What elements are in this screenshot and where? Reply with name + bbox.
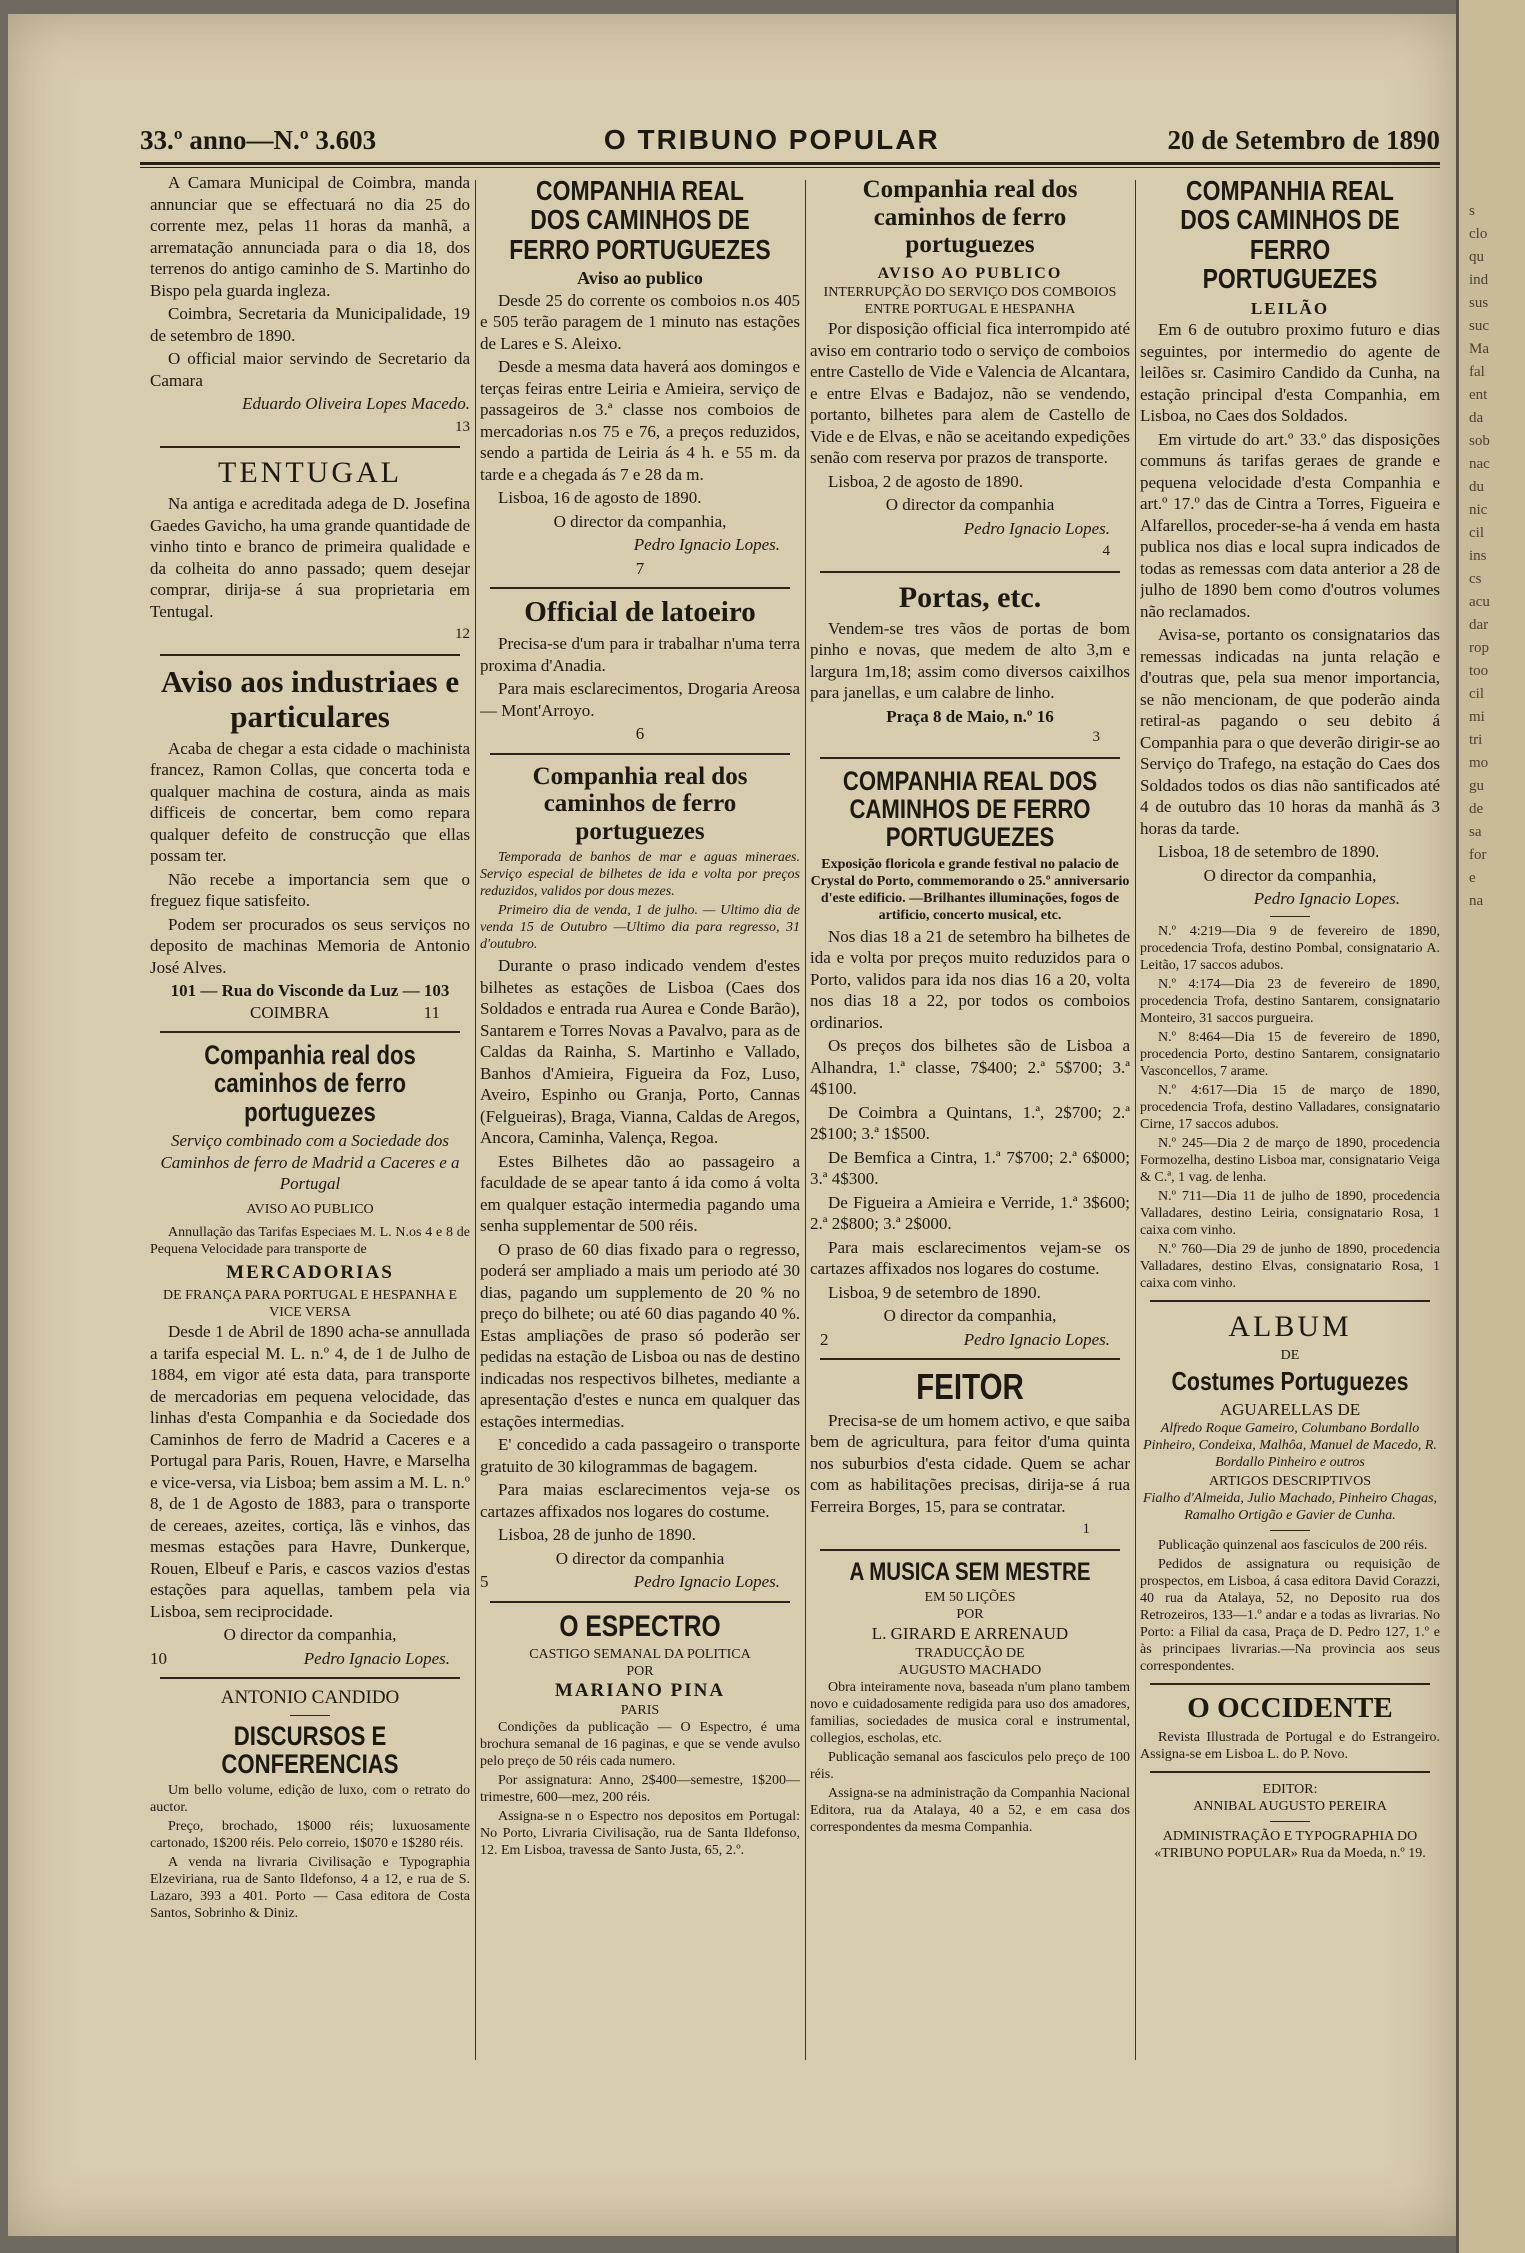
ad-text: O official maior servindo de Secretario da Camara — [150, 349, 470, 390]
ad-number: 3 — [1092, 729, 1100, 745]
ad-text: E' concedido a cada passageiro o transporte gratuito de 30 kilogrammas de bagagem. — [480, 1435, 800, 1476]
ad-director: O director da companhia, — [223, 1625, 397, 1645]
ad-number: 13 — [455, 418, 470, 435]
ad-title: COMPANHIA REAL DOS CAMINHOS DE FERRO PORTUGUEZES — [1180, 175, 1400, 295]
ad-by: POR — [956, 1607, 984, 1623]
issue-date: 20 de Setembro de 1890 — [1167, 124, 1440, 155]
ad-subtitle: Aviso ao publico — [577, 268, 703, 289]
ad-number: 11 — [423, 1002, 440, 1022]
ad-divider — [490, 587, 790, 589]
ad-date: Lisboa, 2 de agosto de 1890. — [828, 471, 1023, 491]
administration: ADMINISTRAÇÃO E TYPOGRAPHIA DO «TRIBUNO POPULAR» Rua da Moeda, n.º 19. — [1154, 1829, 1426, 1862]
ad-heading: MERCADORIAS — [226, 1261, 394, 1283]
ad-text: Desde 25 do corrente os comboios n.os 405 e 505 terão paragem de 1 minuto nas estações de Lares e S. Aleixo. — [480, 290, 800, 353]
ad-signature: Pedro Ignacio Lopes. — [303, 1648, 450, 1668]
ad-number: 4 — [1102, 543, 1110, 559]
issue-number: 33.º anno—N.º 3.603 — [140, 124, 377, 155]
ad-address: Praça 8 de Maio, n.º 16 — [886, 706, 1054, 726]
list-item: N.º 760—Dia 29 de junho de 1890, procedencia Valladares, destino Elvas, consignatario Rosa, 1 caixa com vinho. — [1140, 1241, 1440, 1291]
ad-title: O ESPECTRO — [559, 1609, 721, 1643]
ad-text: A venda na livraria Civilisação e Typographia Elzeviriana, rua de Santo Ildefonso, 4 a 12, e rua de S. Lazaro, 393 a 401. Porto — Casa editora de Costa Santos, Sobrinho & Diniz. — [150, 1855, 470, 1922]
ad-portas — [810, 581, 1130, 749]
ad-text: Coimbra, Secretaria da Municipalidade, 19 de setembro de 1890. — [150, 304, 470, 345]
ad-route: DE FRANÇA PARA PORTUGAL E HESPANHA E VICE VERSA — [163, 1288, 457, 1321]
ad-title: Aviso aos industriaes e particulares — [160, 663, 460, 734]
column-divider — [475, 180, 476, 2060]
ad-authors: L. GIRARD E ARRENAUD — [871, 1624, 1069, 1644]
ad-subtitle: Costumes Portuguezes — [1171, 1365, 1409, 1396]
ad-companhia-mercadorias — [150, 1041, 470, 1669]
ad-title: COMPANHIA REAL DOS CAMINHOS DE FERRO PORTUGUEZES — [842, 765, 1098, 853]
ad-title: Companhia real dos caminhos de ferro portuguezes — [862, 176, 1078, 258]
editor-label: EDITOR: — [1262, 1782, 1318, 1798]
ad-text: Publicação semanal aos fasciculos pelo preço de 100 réis. — [810, 1749, 1130, 1782]
ad-director: O director da companhia — [885, 495, 1055, 514]
ad-subtitle: Serviço combinado com a Sociedade dos Caminhos de ferro de Madrid a Caceres e a Portugal — [160, 1131, 460, 1194]
ad-text: Na antiga e acreditada adega de D. Josefina Gaedes Gavicho, ha uma grande quantidade de vinho tinto e branco de primeira qualidade e da colheita do anno passado; quem desejar comprar, dirija-se á sua proprietaria em Tentugal. — [150, 494, 470, 621]
ad-text: Desde a mesma data haverá aos domingos e terças feiras entre Leiria e Amieira, serviço de passageiros de 3.ª classe nos comboios de mercadorias n.os 75 e 76, a preços reduzidos, sendo a partida de Leiria ás 4 h. e 55 m. da tarde e a chegada ás 7 e 28 da m. — [480, 357, 800, 484]
mini-divider — [1270, 916, 1310, 917]
ad-city: COIMBRA — [250, 1002, 330, 1022]
ad-title: Portas, etc. — [898, 580, 1042, 614]
ad-divider — [160, 1031, 460, 1033]
ad-text: A Camara Municipal de Coimbra, manda annunciar que se effectuará no dia 25 do corrente mez, pelas 11 horas da manhã, a arrematação annunciada para o dia 18, dos terrenos do antigo caminho de S. Martinho do Bispo pela guarda ingleza. — [150, 173, 470, 300]
column-divider — [1135, 180, 1136, 2060]
adjacent-page-fragments: s clo qu ind sus suc Ma fal ent da sob nac du nic cil ins cs acu dar rop too cil mi tri mo gu de sa for e na — [1469, 203, 1490, 909]
ad-divider — [820, 757, 1120, 759]
masthead — [140, 118, 1440, 162]
ad-text: Precisa-se de um homem activo, e que saiba bem de agricultura, para feitor d'uma quinta nos suburbios d'esta cidade. Quem se achar com as habilitações precisas, dirija-se á rua Ferreira Borges, 15, para se contratar. — [810, 1410, 1130, 1516]
ad-title: Companhia real dos caminhos de ferro portuguezes — [204, 1040, 416, 1127]
ad-number: 10 — [150, 1648, 167, 1668]
ad-text: Assigna-se na administração da Companhia Nacional Editora, rua da Atalaya, 40 a 52, e em casa dos correspondentes da mesma Companhia. — [810, 1785, 1130, 1835]
ad-date: Lisboa, 9 de setembro de 1890. — [828, 1282, 1041, 1302]
ad-text: Durante o praso indicado vendem d'estes bilhetes as estações de Lisboa (Caes dos Soldados e entrada rua Aurea e Conde Barão), Santarem e Torres Novas a Pavalvo, para as de Caldas da Rainha, S. Martinho e Vallado, Banhos d'Amieira, Figueira da Foz, Luso, Aveiro, Espinho ou Granja, Porto, Cannas (Felgueiras), Braga, Vianna, Caldas de Aregos, Ancora, Caminha, Valença, Regoa. — [480, 956, 800, 1148]
ad-tentugal — [150, 456, 470, 646]
ad-discursos — [150, 1687, 470, 1922]
ad-text: Estes Bilhetes dão ao passageiro a faculdade de se apear tanto á ida como á volta em qualquer estação intermedia pagando uma senha supplementar de 500 réis. — [480, 1151, 800, 1236]
ad-number: 2 — [820, 1329, 829, 1349]
ad-signature: Pedro Ignacio Lopes. — [1253, 889, 1400, 909]
ad-text: Precisa-se d'um para ir trabalhar n'uma terra proxima d'Anadia. — [480, 634, 800, 675]
ad-signature: Pedro Ignacio Lopes. — [633, 535, 780, 555]
ad-text: De Bemfica a Cintra, 1.ª 7$700; 2.ª 6$000; 3.ª 4$300. — [810, 1147, 1130, 1189]
ad-companhia-leilao — [1140, 176, 1440, 1292]
ad-by: POR — [626, 1664, 654, 1680]
ad-text: Pedidos de assignatura ou requisição de prospectos, em Lisboa, á casa editora David Corazzi, 40 rua da Atalaya, 52, no Deposito rua dos Retrozeiros, 133—1.º andar e a todas as livrarias. No Porto: a Filial da casa, Praça de D. Pedro 127, 1.º e às principaes livrarias.—Na provincia aos seus correspondentes. — [1140, 1557, 1440, 1675]
ad-number: 7 — [635, 558, 645, 578]
masthead-rule-thin — [140, 167, 1440, 168]
ad-divider — [820, 1549, 1120, 1551]
ad-title: DISCURSOS E CONFERENCIAS — [221, 1720, 399, 1779]
ad-author: MARIANO PINA — [554, 1680, 726, 1702]
ad-event: Exposição floricola e grande festival no palacio de Crystal do Porto, commemorando o 25.º anniversario d'este edificio. —Brilhantes illuminações, fogos de artificio, concerto musical, etc. — [810, 856, 1130, 923]
ad-signature: Eduardo Oliveira Lopes Macedo. — [242, 394, 470, 413]
ad-companhia-aviso — [480, 176, 800, 579]
column-1 — [150, 172, 470, 2072]
ad-aguarellas: AGUARELLAS DE — [1219, 1399, 1361, 1419]
ad-divider — [1150, 1300, 1430, 1302]
masthead-rule — [140, 162, 1440, 165]
imprint — [1140, 1781, 1440, 1862]
ad-title: FEITOR — [916, 1366, 1024, 1408]
ad-date: Lisboa, 28 de junho de 1890. — [498, 1525, 696, 1545]
list-item: N.º 245—Dia 2 de março de 1890, procedencia Formozelha, destino Lisboa mar, consignatario Veiga & C.ª, 1 vag. de lenha. — [1140, 1135, 1440, 1185]
ad-text: Por assignatura: Anno, 2$400—semestre, 1$200—trimestre, 600—mez, 200 réis. — [480, 1772, 800, 1805]
list-item: N.º 4:219—Dia 9 de fevereiro de 1890, procedencia Trofa, destino Pombal, consignatario A. Leitão, 17 saccos adubos. — [1140, 923, 1440, 973]
ad-text: Para maias esclarecimentos veja-se os cartazes affixados nos logares do costume. — [480, 1480, 800, 1521]
ad-subtitle: CASTIGO SEMANAL DA POLITICA — [529, 1647, 751, 1663]
ad-text: Podem ser procurados os seus serviços no deposito de machinas Memoria de Antonio José Alves. — [150, 914, 470, 977]
ad-text: Assigna-se n o Espectro nos depositos em Portugal: No Porto, Livraria Civilisação, rua de Santa Ildefonso, 12. Em Lisboa, travessa de Santo Justa, 65, 2.º. — [480, 1808, 800, 1858]
ad-translator: AUGUSTO MACHADO — [898, 1662, 1042, 1678]
ad-number: 5 — [480, 1572, 489, 1592]
ad-number: 12 — [455, 626, 470, 642]
ad-subtitle: AVISO AO PUBLICO — [877, 264, 1063, 282]
ad-divider — [160, 1677, 460, 1679]
ad-signature: Pedro Ignacio Lopes. — [963, 518, 1110, 538]
ad-camara-coimbra — [150, 172, 470, 438]
ad-writers: Fialho d'Almeida, Julio Machado, Pinheiro Chagas, Ramalho Ortigão e Gavier de Cunha. — [1142, 1491, 1438, 1524]
ad-artigos: ARTIGOS DESCRIPTIVOS — [1208, 1474, 1372, 1490]
ad-title: Companhia real dos caminhos de ferro portuguezes — [532, 762, 748, 845]
ad-signature: Pedro Ignacio Lopes. — [963, 1329, 1110, 1349]
ad-date: Lisboa, 18 de setembro de 1890. — [1158, 842, 1380, 862]
ad-address: 101 — Rua do Visconde da Luz — 103 — [170, 981, 450, 1000]
ad-subtitle: Temporada de banhos de mar e aguas mineraes. Serviço especial de bilhetes de ida e volta por preços reduzidos, validos por dous mezes. — [480, 850, 800, 900]
ad-companhia-interrupcao — [810, 176, 1130, 563]
ad-de: DE — [1280, 1347, 1300, 1363]
ad-text: Desde 1 de Abril de 1890 acha-se annullada a tarifa especial M. L. n.º 4, de 1 de Julho de 1884, em vigor até esta data, para transporte de mercadorias em pequena velocidade, das linhas d'esta Companhia e da Sociedade dos Caminhos de ferro de Madrid a Caceres e a Portugal para Paris, Rouen, Havre, e Marselha e vice-versa, via Lisboa; bem assim a M. L. n.º 8, de 1 de Agosto de 1883, para o transporte de cereaes, azeites, cortiça, lãs e vinhos, das mesmas estações para Havre, Dunkerque, Rouen, Elbeuf e Paris, e cascos vazios d'estas estações para aquellas, tambem pela via Lisboa, sem reciprocidade. — [150, 1322, 470, 1621]
ad-text: Nos dias 18 a 21 de setembro ha bilhetes de ida e volta por preços muito reduzidos para o Porto, validos para ida nos dias 16 a 20, volta nos dias 18 a 22, por todos os comboios ordinarios. — [810, 926, 1130, 1032]
ad-text: O praso de 60 dias fixado para o regresso, poderá ser ampliado a mais um periodo até 30 dias, pagando um supplemento de 20 % no preço do bilhete; ou até 60 dias pagando 40 %. Estas ampliações de praso só poderão ser pedidas na estação de Lisboa ou nas de destino indicadas nos respectivos bilhetes, mediante a apresentação d'estes e nunca em qualquer das estações intermedias. — [480, 1239, 800, 1431]
column-2 — [480, 172, 800, 2072]
ad-text: Publicação quinzenal aos fasciculos de 200 réis. — [1158, 1538, 1428, 1554]
ad-signature: Pedro Ignacio Lopes. — [633, 1572, 780, 1592]
ad-director: O director da companhia — [555, 1548, 725, 1568]
ad-text: Para mais esclarecimentos, Drogaria Areosa — Mont'Arroyo. — [480, 679, 800, 720]
ad-director: O director da companhia, — [883, 1306, 1057, 1326]
ad-text: Avisa-se, portanto os consignatarios das remessas indicadas na junta relação e d'outras que, pela sua menor importancia, se não mencionam, de que poderão ainda retiral-as pagando o seu debito á Companhia para o que deverão dirigir-se ao Serviço do Trafego, na estação do Caes dos Soldados todos os dias não santificados até 4 de outubro das 10 horas da manhã ás 3 horas da tarde. — [1140, 625, 1440, 838]
ad-text: Acaba de chegar a esta cidade o machinista francez, Ramon Collas, que concerta toda e qualquer machina de costura, ainda as mais difficeis de concertar, bem como repara qualquer defeito de construcção que ellas possam ter. — [150, 738, 470, 865]
list-item: N.º 4:174—Dia 23 de fevereiro de 1890, procedencia Trofa, destino Santarem, consignatario Monteiro, 31 saccos purgueira. — [1140, 976, 1440, 1026]
ad-city: PARIS — [620, 1702, 660, 1718]
ad-artists: Alfredo Roque Gameiro, Columbano Bordallo Pinheiro, Condeixa, Malhôa, Manuel de Macedo, R. Bordallo Pinheiro e outros — [1143, 1421, 1437, 1471]
editor-name: ANNIBAL AUGUSTO PEREIRA — [1193, 1799, 1387, 1815]
column-divider — [805, 180, 806, 2060]
ad-text: Não recebe a importancia sem que o freguez fique satisfeito. — [150, 869, 470, 910]
mini-divider — [1270, 1821, 1310, 1822]
ad-translation-label: TRADUCÇÃO DE — [915, 1645, 1025, 1661]
ad-divider — [820, 1358, 1120, 1360]
ad-number: 6 — [635, 724, 645, 744]
ad-text: Em virtude do art.º 33.º das disposições communs ás tarifas geraes de grande e pequena velocidade d'esta Companhia e art.º 17.º das de Cintra a Torres, Figueira e Alfarellos, proceder-se-ha á venda em hasta publica nos dias e local supra indicados de todas as remessas com data anterior a 28 de julho de 1890 bem como d'outros volumes não reclamados. — [1140, 429, 1440, 621]
ad-number: 1 — [1082, 1521, 1090, 1538]
ad-text: Para mais esclarecimentos vejam-se os cartazes affixados nos logares do costume. — [810, 1237, 1130, 1279]
ad-title: ALBUM — [1228, 1309, 1352, 1343]
ad-text: De Coimbra a Quintans, 1.ª, 2$700; 2.ª 2$100; 3.ª 1$500. — [810, 1102, 1130, 1144]
ad-director: O director da companhia, — [1203, 865, 1377, 885]
ad-text: Os preços dos bilhetes são de Lisboa a Alhandra, 1.ª classe, 7$400; 2.ª 5$700; 3.ª 4$100. — [810, 1036, 1130, 1099]
ad-text: Um bello volume, edição de luxo, com o retrato do auctor. — [150, 1783, 470, 1816]
ad-title: O OCCIDENTE — [1187, 1692, 1393, 1725]
ad-text: Condições da publicação — O Espectro, é uma brochura semanal de 16 paginas, e que se vende avulso pelo preço de 50 réis cada numero. — [480, 1719, 800, 1769]
newspaper-title: O TRIBUNO POPULAR — [603, 124, 940, 155]
ad-espectro — [480, 1611, 800, 1859]
ad-divider — [1150, 1683, 1430, 1685]
ad-text: Por disposição official fica interrompido até aviso em contrario todo o serviço de comboios entre Castello de Vide e Valencia de Alcantara, e entre Elvas e Badajoz, não se vendendo, portanto, bilhetes para alem de Castello de Vide e de Elvas, e não se aceitando expedições senão com reserva por prazos de transporte. — [810, 319, 1130, 467]
list-item: N.º 4:617—Dia 15 de março de 1890, procedencia Trofa, destino Valladares, consignatario Cirne, 17 saccos adubos. — [1140, 1082, 1440, 1132]
ad-title: Official de latoeiro — [524, 596, 756, 629]
ad-text: Revista Illustrada de Portugal e do Estrangeiro. Assigna-se em Lisboa L. do P. Novo. — [1140, 1730, 1440, 1763]
ad-occidente — [1140, 1693, 1440, 1763]
ad-divider — [820, 571, 1120, 573]
ad-divider — [490, 753, 790, 755]
ad-album — [1140, 1310, 1440, 1676]
ad-subtitle: EM 50 LIÇÕES — [924, 1590, 1016, 1606]
ad-divider — [160, 654, 460, 656]
ad-text: Obra inteiramente nova, baseada n'um plano tambem novo e cuidadosamente redigida para uso dos amadores, familias, sociedades de musica coral e instrumental, collegios, escholas, etc. — [810, 1679, 1130, 1746]
ad-musica — [810, 1559, 1130, 1836]
column-3 — [810, 172, 1130, 2072]
column-4 — [1140, 172, 1440, 2072]
ad-divider — [490, 1601, 790, 1603]
ad-machinista — [150, 664, 470, 1024]
ad-notice: AVISO AO PUBLICO — [246, 1201, 374, 1217]
list-item: N.º 711—Dia 11 de julho de 1890, procedencia Valladares, destino Leiria, consignatario Rosa, 1 caixa com vinho. — [1140, 1188, 1440, 1238]
ad-date: Lisboa, 16 de agosto de 1890. — [498, 488, 702, 508]
ad-title: A MUSICA SEM MESTRE — [849, 1557, 1091, 1586]
ad-text: Preço, brochado, 1$000 réis; luxuosamente cartonado, 1$200 réis. Pelo correio, 1$070 e 1$280 réis. — [150, 1819, 470, 1852]
ad-companhia-porto — [810, 767, 1130, 1351]
mini-divider — [1270, 1530, 1310, 1531]
ad-title: COMPANHIA REAL DOS CAMINHOS DE FERRO PORTUGUEZES — [509, 175, 771, 265]
list-item: N.º 8:464—Dia 15 de fevereiro de 1890, procedencia Porto, destino Santarem, consignatario Vasconcellos, 7 arame. — [1140, 1029, 1440, 1079]
ad-director: O director da companhia, — [553, 511, 727, 531]
ad-title: TENTUGAL — [218, 456, 402, 489]
ad-text: Vendem-se tres vãos de portas de bom pinho e novas, que medem de alto 3,m e largura 1m,18; assim como diversos caixilhos para janellas, e um calabre de linho. — [810, 618, 1130, 702]
ad-latoeiro — [480, 597, 800, 744]
ad-text: Annullação das Tarifas Especiaes M. L. N.os 4 e 8 de Pequena Velocidade para transporte de — [150, 1224, 470, 1257]
ad-feitor — [810, 1368, 1130, 1541]
ad-interruption: INTERRUPÇÃO DO SERVIÇO DOS COMBOIOS ENTRE PORTUGAL E HESPANHA — [823, 285, 1117, 317]
ad-text: De Figueira a Amieira e Verride, 1.ª 3$600; 2.ª 2$800; 3.ª 2$000. — [810, 1192, 1130, 1234]
adjacent-page-edge — [1456, 0, 1525, 2253]
ad-divider — [160, 446, 460, 448]
ad-author: ANTONIO CANDIDO — [220, 1687, 400, 1709]
ad-text: Em 6 de outubro proximo futuro e dias seguintes, por intermedio do agente de leilões sr. Casimiro Candido da Cunha, na estação principal d'esta Companhia, em Lisboa, no Caes dos Soldados. — [1140, 320, 1440, 426]
mini-divider — [290, 1715, 330, 1716]
ad-dates: Primeiro dia de venda, 1 de julho. — Ultimo dia de venda 15 de Outubro —Ultimo dia para regresso, 31 d'outubro. — [480, 903, 800, 953]
ad-subtitle: LEILÃO — [1250, 298, 1330, 318]
ad-divider — [1150, 1771, 1430, 1773]
ad-companhia-banhos — [480, 763, 800, 1593]
